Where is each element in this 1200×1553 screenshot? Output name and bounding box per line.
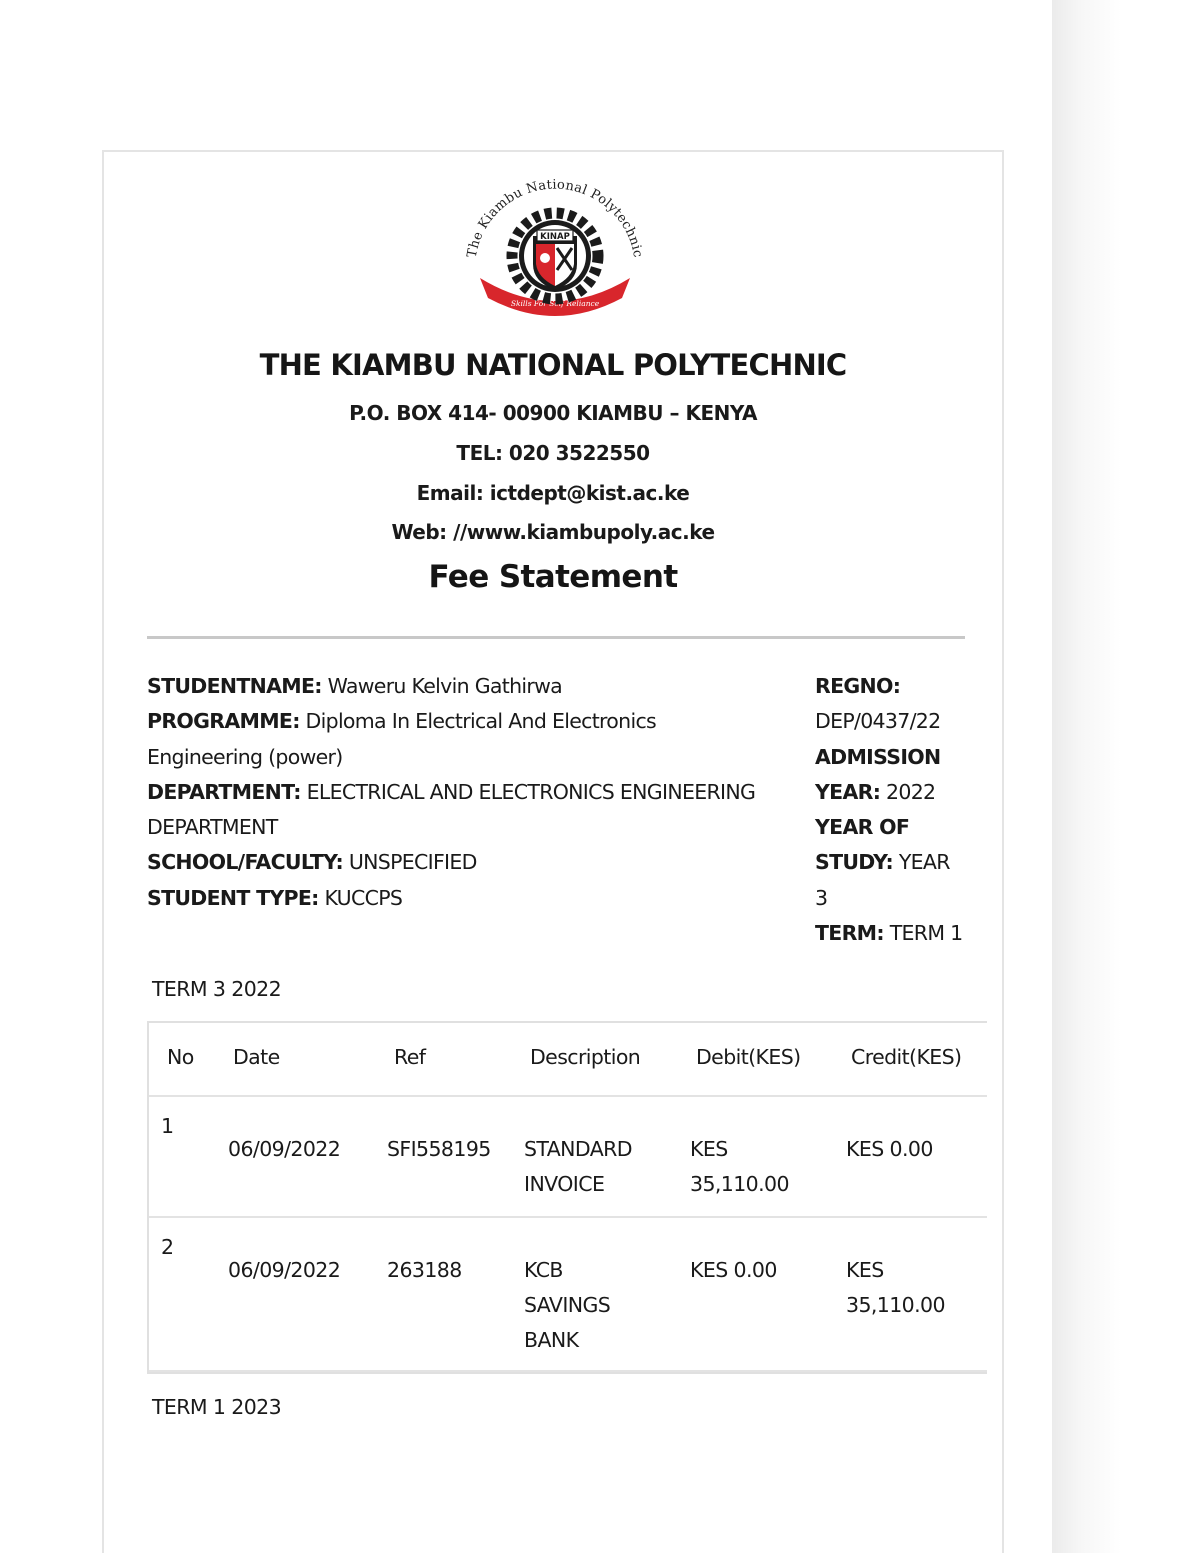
table-header-row [149,1023,987,1097]
row-description-cont: BANK [524,1328,579,1352]
fee-table [147,1021,987,1374]
row-description-cont: SAVINGS [524,1293,611,1317]
term-label: TERM: [815,921,884,946]
document-title: Fee Statement [428,559,678,595]
school-value: UNSPECIFIED [348,850,477,875]
postal-address: P.O. BOX 414- 00900 KIAMBU – KENYA [349,401,757,425]
column-header-description: Description [530,1045,641,1069]
page-shadow [1052,0,1200,1553]
column-header-date: Date [233,1045,280,1069]
row-number: 2 [161,1235,174,1259]
student-name-label: STUDENTNAME: [147,674,322,698]
student-details [147,669,815,916]
row-debit: KES 0.00 [690,1258,777,1282]
programme-line [147,704,815,739]
student-name-value: Waweru Kelvin Gathirwa [327,674,563,698]
programme-line-cont: Engineering (power) [147,744,343,769]
row-description: STANDARD [524,1137,632,1161]
column-header-no: No [167,1045,194,1069]
row-credit: KES [846,1258,884,1282]
website: Web: //www.kiambupoly.ac.ke [391,520,715,544]
logo-arc-text: The Kiambu National Polytechnic [464,177,646,259]
study-label: STUDY: [815,850,893,875]
department-line-cont: DEPARTMENT [147,815,278,840]
column-header-ref: Ref [394,1045,426,1069]
row-debit: KES [690,1137,728,1161]
row-date: 06/09/2022 [228,1137,341,1161]
regno-label: REGNO: [815,674,901,698]
row-description: KCB [524,1258,563,1282]
year-of-study-value: YEAR [898,850,950,875]
email: Email: ictdept@kist.ac.ke [416,481,690,505]
department-label: DEPARTMENT: [147,779,301,804]
department-value: ELECTRICAL AND ELECTRONICS ENGINEERING [306,779,756,804]
logo-banner-text: Skills For Self Reliance [510,299,600,308]
header-divider [147,636,965,639]
row-debit-cont: 35,110.00 [690,1172,789,1196]
institution-name: THE KIAMBU NATIONAL POLYTECHNIC [259,348,847,382]
programme-label: PROGRAMME: [147,709,300,734]
telephone: TEL: 020 3522550 [456,441,650,465]
row-number: 1 [161,1114,174,1138]
fee-statement-sheet [102,150,1004,1553]
regno-value: DEP/0437/22 [815,709,941,734]
row-ref: SFI558195 [387,1137,491,1161]
year-of-study-number: 3 [815,885,828,910]
admission-label: ADMISSION [815,744,941,769]
column-header-credit: Credit(KES) [851,1045,962,1069]
student-type-line [147,881,815,916]
column-header-debit: Debit(KES) [696,1045,801,1069]
row-date: 06/09/2022 [228,1258,341,1282]
row-credit-cont: 35,110.00 [846,1293,945,1317]
student-type-value: KUCCPS [324,885,403,910]
admission-year-value: 2022 [886,779,936,804]
table-row [149,1097,987,1218]
term-heading: TERM 3 2022 [152,977,282,1001]
logo-badge-text: KINAP [540,232,570,242]
programme-value: Diploma In Electrical And Electronics [305,709,656,734]
polytechnic-logo [462,174,648,324]
registration-details [815,669,967,951]
row-ref: 263188 [387,1258,462,1282]
student-type-label: STUDENT TYPE: [147,885,319,910]
student-name-line [147,669,815,704]
term-value: TERM 1 [889,921,963,946]
department-line [147,775,815,810]
school-line [147,845,815,880]
row-description-cont: INVOICE [524,1172,605,1196]
row-credit: KES 0.00 [846,1137,933,1161]
table-row [149,1218,987,1372]
year-of-study-label: YEAR OF [815,815,910,840]
term-heading: TERM 1 2023 [152,1395,282,1419]
admission-year-label: YEAR: [815,779,881,804]
school-label: SCHOOL/FACULTY: [147,850,343,875]
